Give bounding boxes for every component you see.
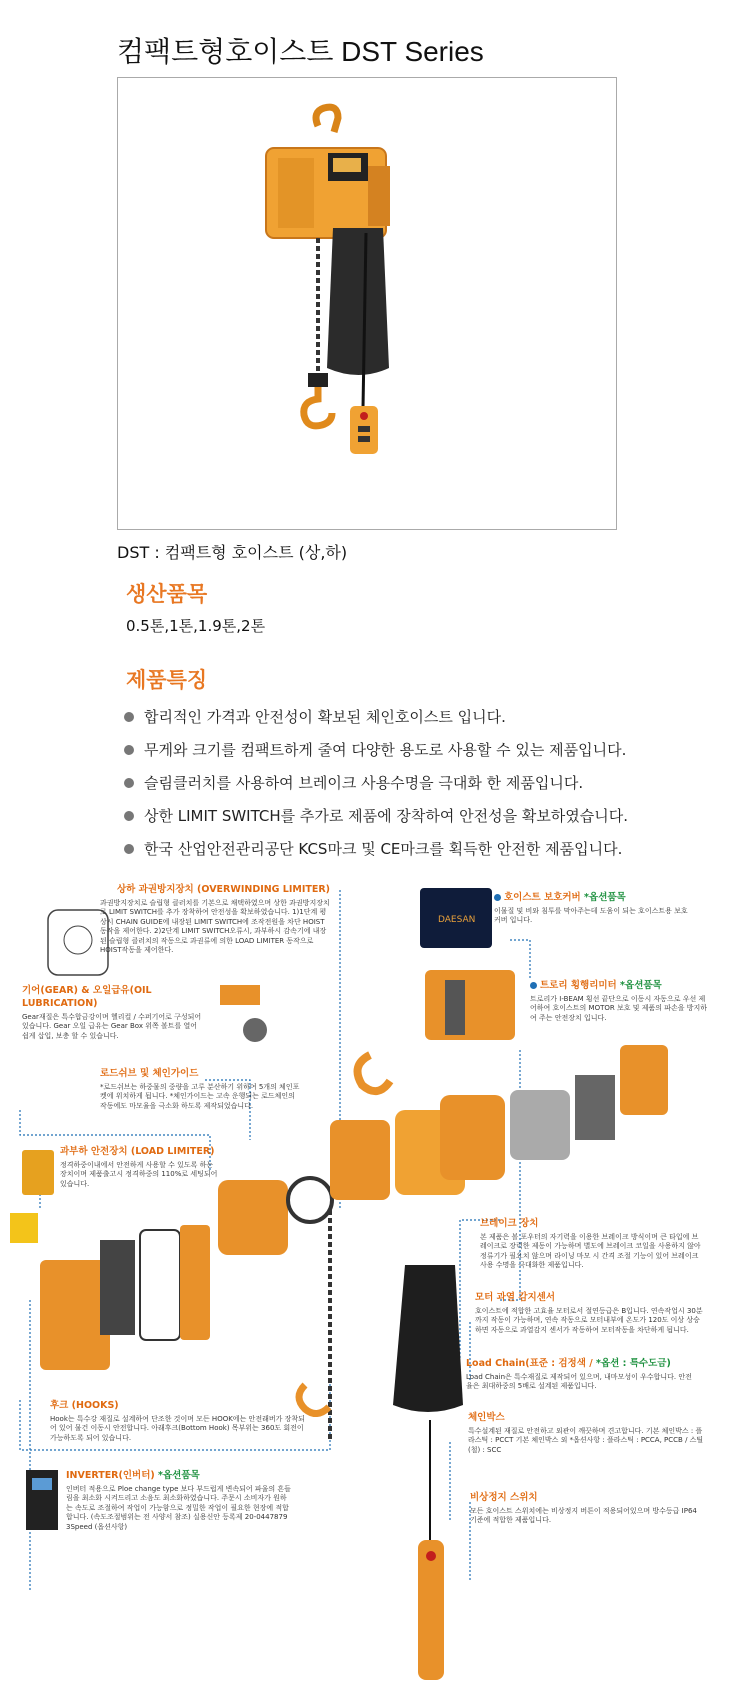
feature-item: 무게와 크기를 컴팩트하게 줄여 다양한 용도로 사용할 수 있는 제품입니다. — [124, 733, 724, 766]
callout-chain-box: 체인박스 특수설계된 재질로 안전하고 외관이 깨끗하며 견고합니다. 기본 체인박스 : 플라스틱 : PCCT 기본 체인박스 외 *옵션사항 : 플라스틱 : PCCA, PCCB / 스틸(철) : SCC — [468, 1412, 704, 1454]
feature-item: 상한 LIMIT SWITCH를 추가로 제품에 장착하여 안전성을 확보하였습니다. — [124, 799, 724, 832]
callout-trolley-limiter: 트로리 횡행리미터 *옵션품목 트로리가 I-BEAM 횡선 끝단으로 이동시 자동으로 우선 제어하여 호이스트의 MOTOR 보호 및 제품의 파손을 방지하여 주는 안전장치 입니다. — [530, 980, 708, 1022]
marker-dot-icon — [530, 982, 537, 989]
bullet-icon — [124, 778, 134, 788]
callout-load-chain: Load Chain(표준 : 검정색 / *옵션 : 특수도금) Load Chain은 특수재질로 제작되어 있으며, 내마모성이 우수합니다. 안전율은 최대하중의 5배로 설계된 제품입니다. — [466, 1358, 692, 1391]
production-items: 0.5톤,1톤,1.9톤,2톤 — [126, 617, 266, 635]
callout-overwinding: 상하 과권방지장치 (OVERWINDING LIMITER) 과권방지장치로 슬립형 클러치를 기본으로 채택하였으며 상한 과권방지장치로 LIMIT SWITCH를 추가 장착하여 안전성을 확보하였습니다. 1)1단계 평상시 CHAIN GUIDE에 내장된 LIMIT SWITCH에 조작전원을 차단 HOIST 동작을 제어한다. 2)2단계 LIMIT SWITCH오류시, 과부하시 감속기에 내장된 슬립형 클러치의 작동으로 과권류에 의한 LOAD LIMITER 동작으로 HOIST작동을 제어한다. — [100, 884, 330, 954]
callout-load-sheave: 로드쉬브 및 체인가이드 *로드쉬브는 하중물의 중량을 고루 분산하기 위하여 5개의 체인포켓에 위치하게 됩니다. *체인가이드는 고속 운행되는 로드체인의 작동에도 마모율을 극소화 하도록 제작되었습니다. — [100, 1068, 300, 1110]
hoist-photo — [118, 78, 616, 529]
callout-protection-cover: 호이스트 보호커버 *옵션품목 이물질 및 비와 침투를 막아주는데 도움이 되는 호이스트용 보호커버 입니다. — [494, 892, 688, 925]
callout-hooks: 후크 (HOOKS) Hook는 특수강 재질로 설계하여 단조한 것이며 모든 HOOK에는 안전래버가 장착되어 있어 물건 이동시 안전합니다. 아래후크(Bottom Hook) 목부위는 360도 회전이 가능하도록 되어 있습니다. — [50, 1400, 305, 1442]
marker-dot-icon — [494, 894, 501, 901]
feature-item: 합리적인 가격과 안전성이 확보된 체인호이스트 입니다. — [124, 700, 724, 733]
exploded-diagram — [0, 880, 732, 1686]
callout-emergency-stop: 비상정지 스위치 모든 호이스트 스위치에는 비상정지 버튼이 적용되어있으며 방수등급 IP64기준에 적합한 제품입니다. — [470, 1492, 697, 1525]
callout-inverter: INVERTER(인버터) *옵션품목 인버터 적용으로 Ploe change type 보다 부드럽게 변속되어 파울의 흔들림을 최소화 시켜드리고 소음도 최소화하였습니다. 주문시 소비자가 원하는 속도로 조절하여 작업이 가능함으로 정밀한 작업이 필요한 현장에 적합합니다. (속도조절범위는 전 사양서 참조) 실용신안 등록제 20-0447879 3Speed (옵션사항) — [66, 1470, 291, 1531]
production-title: 생산품목 — [126, 582, 208, 606]
feature-item: 슬림클러치를 사용하여 브레이크 사용수명을 극대화 한 제품입니다. — [124, 766, 724, 799]
photo-caption: DST : 컴팩트형 호이스트 (상,하) — [117, 543, 348, 562]
features-list — [124, 700, 724, 865]
page-title: 컴팩트형호이스트 DST Series — [117, 36, 484, 67]
product-photo — [117, 77, 617, 530]
bullet-icon — [124, 712, 134, 722]
bullet-icon — [124, 811, 134, 821]
features-title: 제품특징 — [126, 668, 208, 692]
callout-motor-sensor: 모터 과열 감지센서 호이스트에 적합한 고효율 모터로서 절연등급은 B입니다. 연속작업시 30분까지 작동이 가능하며, 연속 작동으로 모터내부에 온도가 120도 이상 상승하면 자동으로 과열감지 센서가 작동하여 모터작동을 차단하게 됩니다. — [475, 1292, 703, 1334]
bullet-icon — [124, 844, 134, 854]
feature-item: 한국 산업안전관리공단 KCS마크 및 CE마크를 획득한 안전한 제품입니다. — [124, 832, 724, 865]
callout-gear: 기어(GEAR) & 오일급유(OIL LUBRICATION) Gear재질은 특수합금강이며 헬리컬 / 수퍼기어로 구성되어 있습니다. Gear 오일 급유는 Gear Box 위쪽 볼트를 열어 쉽게 삽입, 보충 할 수 있습니다. — [22, 985, 202, 1040]
callout-load-limiter: 과부하 안전장치 (LOAD LIMITER) 정격하중이내에서 안전하게 사용할 수 있도록 하는 장치이며 제품출고시 정격하중의 110%로 세팅되어 있습니다. — [60, 1146, 218, 1188]
callout-brake: 브레이크 장치 본 제품은 볼 포우터의 자기력을 이용한 브레이크 방식이며 큰 타입에 브레이크로 장력한 제동이 가능하며 별도에 브레이크 코일을 사용하지 않아 정류기가 필요치 않으며 라이닝 마모 시 간격 조절 기능이 있어 브레이크 사용 수명을 극대화한 제품입니다. — [480, 1218, 701, 1270]
bullet-icon — [124, 745, 134, 755]
cover-brand: DAESAN — [438, 915, 476, 925]
